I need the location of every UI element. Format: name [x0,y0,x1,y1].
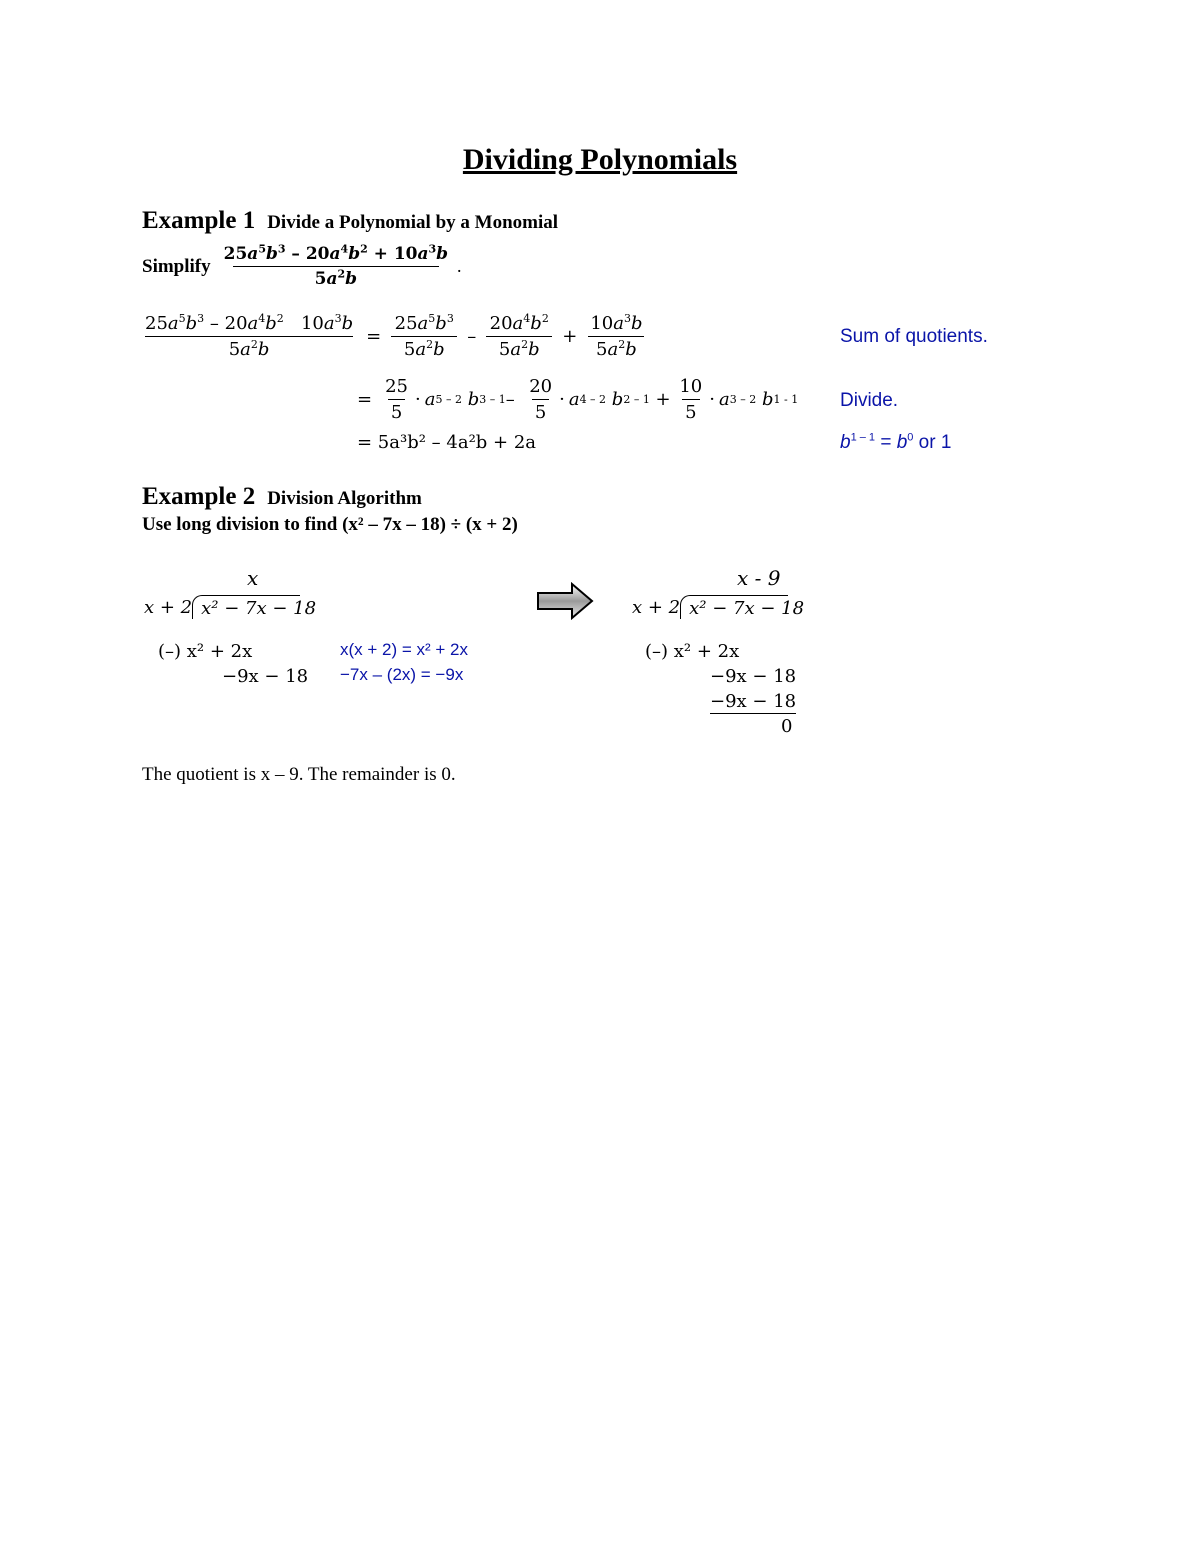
right-remainder: 0 [781,716,793,737]
step2-frac3: $\frac{10}{5}$ [679,376,703,423]
left-division [144,595,317,619]
example2-heading-row [142,483,422,511]
example2-instruction: Use long division to find (x² – 7x – 18) ÷ (x + 2) [142,514,518,535]
left-note-1: x(x + 2) = x² + 2x [340,640,469,659]
right-line-3: −9x − 18 [710,691,797,712]
note-sum-of-quotients: Sum of quotients. [840,326,988,347]
left-dividend: x² − 7x − 18 [192,595,300,619]
step2-line: = $\frac{25}{5}$ · a 5 – 2 b 3 – 1 – $\frac{20}{5}$ · a 4 – 2 b 2 – 1 + $\frac{10}{5}$ · a 3 – 2 b 1 - 1 [357,376,799,423]
example2-subheading: Division Algorithm [267,488,422,509]
left-subtract-line: (–) x² + 2x [158,641,253,662]
step2-frac2: $\frac{20}{5}$ [529,376,553,423]
left-note-2: −7x – (2x) = −9x [340,665,464,684]
right-divisor: x + 2 [632,596,681,618]
note-divide: Divide. [840,390,899,411]
right-line-2: −9x − 18 [710,666,797,687]
note-exponent-rule: $b^{1 - 1} = b^0$ or 1 [840,431,952,453]
example2-heading: Example 2 [142,483,256,510]
simplify-line: Simplify $\frac{25a^5b^3 - 20a^4b^2 + 10a^3b}{5a^2b}$ . [142,242,462,289]
left-divisor: x + 2 [144,596,193,618]
right-dividend: x² − 7x − 18 [680,595,788,619]
conclusion-text: The quotient is x – 9. The remainder is 0. [142,764,456,785]
step1-lhs-fraction: $\frac{25a^5b^3 - 20a^4b^2 10a^3b}{5a^2b}$ [145,312,354,360]
simplify-label: Simplify [142,255,211,277]
right-subtract-line: (–) x² + 2x [645,641,740,662]
simplify-fraction: $\frac{25a^5b^3 - 20a^4b^2 + 10a^3b}{5a^2b}$ [223,242,449,289]
step1-term2: $\frac{20a^4b^2}{5a^2b}$ [486,313,552,360]
example1-heading-row [142,207,558,235]
right-arrow-icon [536,582,594,625]
left-quotient: x [247,566,259,590]
example1-heading: Example 1 [142,207,256,234]
step1-term3: $\frac{10a^3b}{5a^2b}$ [590,312,643,360]
right-division [632,595,805,619]
step2-frac1: $\frac{25}{5}$ [385,376,408,423]
page-title: Dividing Polynomials [462,143,738,176]
step1-term1: $\frac{25a^5b^3}{5a^2b}$ [391,313,457,360]
right-quotient: x - 9 [737,566,781,590]
step3-result: = 5a³b² – 4a²b + 2a [357,432,537,453]
step1-line: $\frac{25a^5b^3 - 20a^4b^2 10a^3b}{5a^2b}$ = $\frac{25a^5b^3}{5a^2b}$ – $\frac{20a^4b^2}{5a^2b}$ + $\frac{10a^3b}{5a^2b}$ [142,313,646,360]
left-remainder-line: −9x − 18 [222,666,309,687]
example1-subheading: Divide a Polynomial by a Monomial [267,212,559,233]
